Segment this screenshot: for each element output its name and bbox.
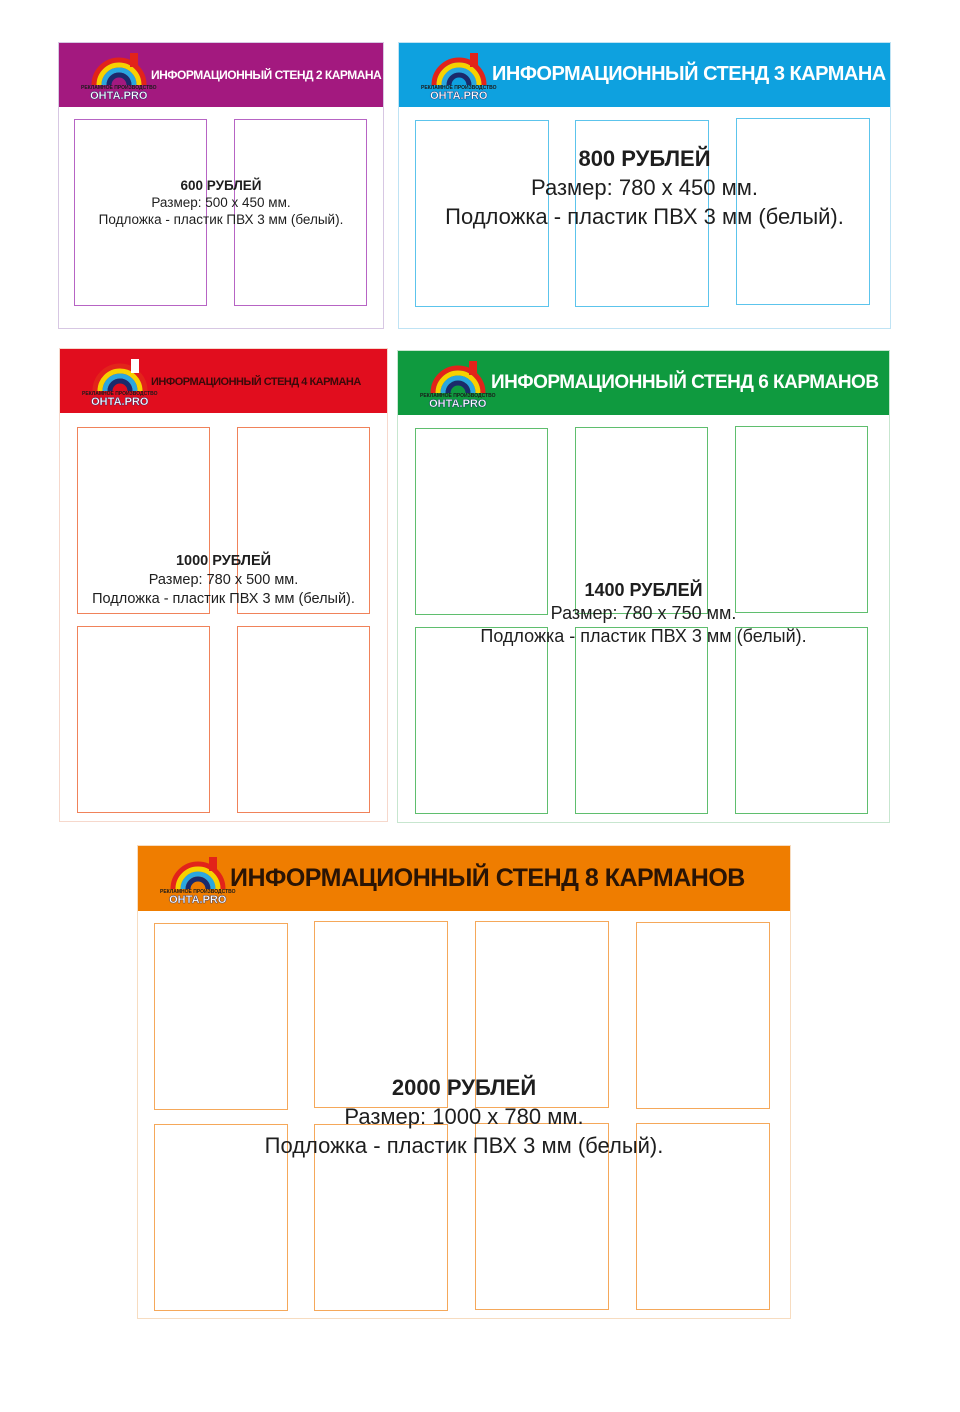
logo-subtitle: РЕКЛАМНОЕ ПРОИЗВОДСТВО: [421, 85, 497, 91]
stand-title: ИНФОРМАЦИОННЫЙ СТЕНД 6 КАРМАНОВ: [491, 372, 879, 393]
pocket: [237, 626, 370, 813]
logo-name: ОНТА.PRO: [430, 90, 488, 102]
pocket: [735, 627, 868, 814]
pocket: [415, 627, 548, 814]
logo-subtitle: РЕКЛАМНОЕ ПРОИЗВОДСТВО: [160, 889, 236, 895]
size: Размер: 780 х 750 мм.: [550, 603, 737, 623]
logo-name: ОНТА.PRO: [91, 396, 149, 408]
price: 800 РУБЛЕЙ: [578, 146, 711, 171]
material: Подложка - пластик ПВХ 3 мм (белый).: [445, 204, 844, 229]
stand-4-pockets: [59, 348, 388, 822]
company-logo: [160, 853, 236, 906]
rainbow-arch-icon: [169, 853, 227, 889]
company-logo: [81, 49, 157, 102]
stand-header: [398, 351, 889, 415]
stand-header: [138, 846, 790, 911]
stand-header: [60, 349, 387, 413]
price: 1400 РУБЛЕЙ: [584, 580, 703, 600]
logo-subtitle: РЕКЛАМНОЕ ПРОИЗВОДСТВО: [82, 391, 158, 397]
logo-name: ОНТА.PRO: [90, 90, 148, 102]
logo-name: ОНТА.PRO: [169, 894, 227, 906]
rainbow-arch-icon: [430, 49, 488, 85]
stand-info: [398, 579, 889, 648]
stand-2-pockets: [58, 42, 384, 329]
stand-8-pockets: [137, 845, 791, 1319]
material: Подложка - пластик ПВХ 3 мм (белый).: [92, 591, 355, 607]
price: 2000 РУБЛЕЙ: [391, 1075, 537, 1100]
company-logo: [420, 357, 496, 410]
logo-name: ОНТА.PRO: [429, 398, 487, 410]
rainbow-arch-icon: [429, 357, 487, 393]
material: Подложка - пластик ПВХ 3 мм (белый).: [264, 1133, 664, 1158]
rainbow-arch-icon: [90, 49, 148, 85]
size: Размер: 780 х 500 мм.: [148, 572, 299, 588]
stand-header: [399, 43, 890, 107]
pocket: [575, 627, 708, 814]
stand-header: [59, 43, 383, 107]
company-logo: [82, 355, 158, 408]
size: Размер: 500 х 450 мм.: [151, 195, 291, 210]
material: Подложка - пластик ПВХ 3 мм (белый).: [480, 626, 807, 646]
stand-title: ИНФОРМАЦИОННЫЙ СТЕНД 3 КАРМАНА: [492, 63, 886, 85]
stand-info: [60, 552, 387, 609]
size: Размер: 780 х 450 мм.: [531, 175, 758, 200]
material: Подложка - пластик ПВХ 3 мм (белый).: [98, 212, 344, 227]
pocket: [77, 626, 210, 813]
rainbow-arch-icon: [91, 355, 149, 391]
stand-info: [399, 144, 890, 231]
stand-6-pockets: [397, 350, 890, 823]
logo-subtitle: РЕКЛАМНОЕ ПРОИЗВОДСТВО: [420, 393, 496, 399]
logo-subtitle: РЕКЛАМНОЕ ПРОИЗВОДСТВО: [81, 85, 157, 91]
stand-info: [59, 177, 383, 228]
stand-title: ИНФОРМАЦИОННЫЙ СТЕНД 8 КАРМАНОВ: [230, 864, 745, 892]
price: 1000 РУБЛЕЙ: [175, 553, 272, 569]
stand-title: ИНФОРМАЦИОННЫЙ СТЕНД 4 КАРМАНА: [151, 376, 361, 388]
stand-3-pockets: [398, 42, 891, 329]
company-logo: [421, 49, 497, 102]
price: 600 РУБЛЕЙ: [180, 178, 262, 193]
stand-info: [138, 1073, 790, 1160]
size: Размер: 1000 х 780 мм.: [344, 1104, 584, 1129]
stand-title: ИНФОРМАЦИОННЫЙ СТЕНД 2 КАРМАНА: [151, 68, 382, 82]
